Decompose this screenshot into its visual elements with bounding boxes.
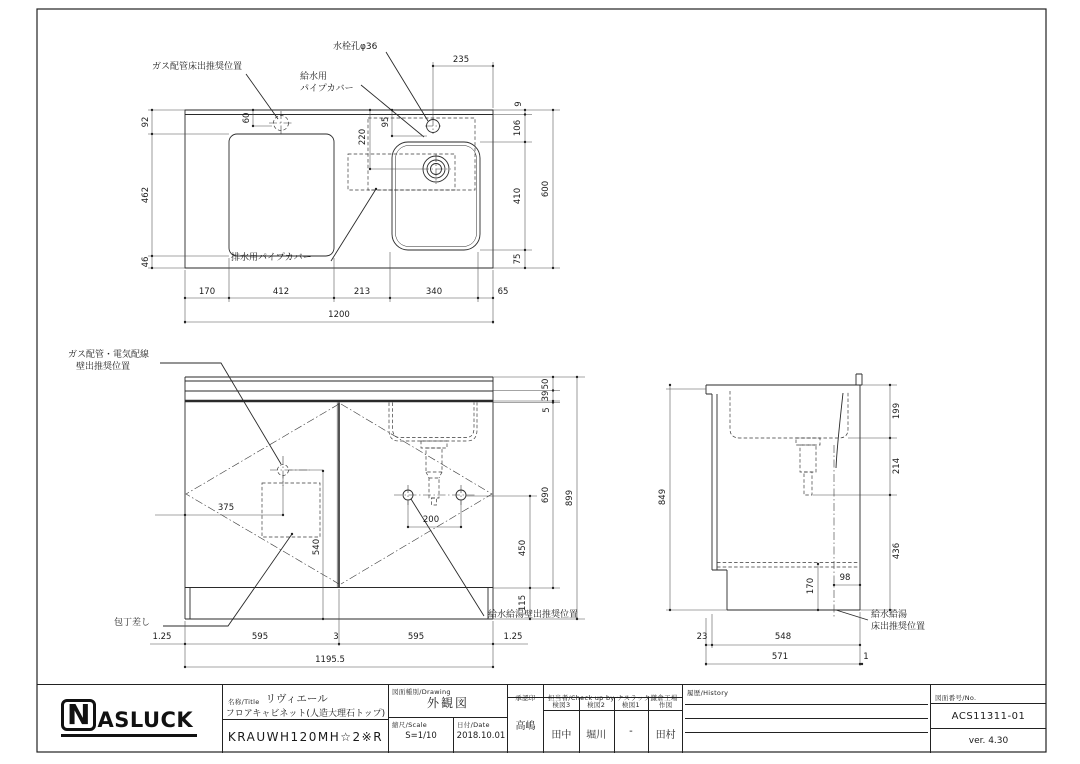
dim-1: 1 bbox=[863, 651, 869, 662]
label-supply-pipe-cover-1: 給水用 bbox=[300, 72, 328, 82]
drawing-type-label: 図面種別/Drawing bbox=[392, 688, 451, 696]
dim-23: 23 bbox=[696, 631, 708, 642]
dimension-lines bbox=[148, 62, 897, 668]
logo-letter-n: N bbox=[61, 699, 96, 731]
dim-213: 213 bbox=[353, 286, 371, 297]
dim-571: 571 bbox=[771, 651, 789, 662]
model-number: KRAUWH120MH☆2※R bbox=[227, 729, 384, 744]
dim-462: 462 bbox=[140, 186, 151, 204]
dim-edge-left: 1.25 bbox=[152, 631, 172, 642]
check-label: 担当者/Check up by ナスラック鎌倉工場 bbox=[548, 694, 678, 702]
dim-edge-right: 1.25 bbox=[503, 631, 523, 642]
draft-label: 作図 bbox=[658, 701, 673, 709]
number-label: 図面番号/No. bbox=[935, 694, 977, 702]
name-label: 名称/Title bbox=[228, 698, 260, 706]
label-supply-pipe-cover-2: パイプカバー bbox=[300, 84, 354, 94]
hidden-lines bbox=[262, 116, 858, 568]
check2-name: 堀川 bbox=[586, 730, 607, 741]
dim-436: 436 bbox=[891, 542, 902, 560]
check1-name: - bbox=[629, 726, 633, 737]
dim-200: 200 bbox=[422, 514, 440, 525]
dim-60: 60 bbox=[241, 112, 252, 124]
dim-849: 849 bbox=[657, 488, 668, 506]
dim-9: 9 bbox=[513, 101, 524, 107]
label-faucet-hole: 水栓孔φ36 bbox=[333, 42, 378, 52]
approval-label: 承認印 bbox=[515, 694, 536, 702]
dim-115: 115 bbox=[517, 594, 528, 612]
dim-214: 214 bbox=[891, 457, 902, 475]
approval-name: 高嶋 bbox=[515, 721, 536, 732]
dim-220: 220 bbox=[357, 128, 368, 146]
dim-92: 92 bbox=[140, 116, 151, 128]
name-cell bbox=[222, 685, 388, 753]
dim-548: 548 bbox=[774, 631, 792, 642]
dim-410: 410 bbox=[512, 187, 523, 205]
dim-1200: 1200 bbox=[328, 309, 350, 320]
product-description: フロアキャビネット(人造大理石トップ) bbox=[223, 706, 388, 720]
draft-name: 田村 bbox=[655, 730, 676, 741]
drawing-number-cell bbox=[930, 685, 1046, 753]
dim-gap: 3 bbox=[333, 631, 339, 642]
dim-170: 170 bbox=[198, 286, 216, 297]
label-supply-wall-position: 給水給湯壁出推奨位置 bbox=[488, 610, 579, 620]
history-cell bbox=[682, 685, 930, 753]
dim-899: 899 bbox=[564, 489, 575, 507]
dim-450: 450 bbox=[517, 539, 528, 557]
dim-690: 690 bbox=[540, 486, 551, 504]
drawing-type-cell bbox=[388, 685, 507, 753]
drawing-type-value: 外観図 bbox=[426, 696, 469, 710]
check2-label: 検図2 bbox=[587, 701, 606, 709]
check3-name: 田中 bbox=[551, 730, 572, 741]
dim-375: 375 bbox=[217, 502, 235, 513]
label-gas-floor-position: ガス配管床出推奨位置 bbox=[152, 62, 243, 72]
history-label: 履歴/History bbox=[687, 689, 729, 697]
dim-65: 65 bbox=[497, 286, 509, 297]
dim-412: 412 bbox=[272, 286, 290, 297]
check-cell bbox=[543, 685, 682, 753]
logo-cell bbox=[37, 685, 222, 753]
dim-46: 46 bbox=[140, 256, 151, 268]
logo-text: ASLUCK bbox=[97, 707, 194, 732]
front-view-lines bbox=[160, 363, 493, 626]
check1-label: 検図1 bbox=[621, 701, 640, 709]
dim-95: 95 bbox=[380, 116, 391, 128]
center-lines bbox=[186, 111, 834, 618]
label-knife-holder: 包丁差し bbox=[114, 618, 151, 628]
scale-label: 縮尺/Scale bbox=[392, 721, 428, 729]
dim-5: 5 bbox=[541, 407, 552, 413]
drawing-version: ver. 4.30 bbox=[968, 736, 1009, 746]
dim-total-width: 1195.5 bbox=[315, 654, 345, 665]
dim-170-side: 170 bbox=[805, 577, 816, 595]
drawing-number: ACS11311-01 bbox=[931, 704, 1046, 729]
dim-106: 106 bbox=[512, 119, 523, 137]
title-block bbox=[37, 684, 1046, 752]
dim-600: 600 bbox=[540, 180, 551, 198]
label-drain-pipe-cover: 排水用パイプカバー bbox=[231, 253, 312, 263]
label-supply-floor-position-2: 床出推奨位置 bbox=[871, 622, 926, 632]
dim-199: 199 bbox=[891, 402, 902, 420]
dim-340: 340 bbox=[425, 286, 443, 297]
dim-door-right: 595 bbox=[407, 631, 425, 642]
product-series: リヴィエール bbox=[265, 693, 328, 705]
check3-label: 検図3 bbox=[552, 701, 571, 709]
dim-540: 540 bbox=[311, 538, 322, 556]
date-label: 日付/Date bbox=[457, 721, 490, 729]
dim-50: 50 bbox=[540, 378, 551, 390]
approval-cell bbox=[507, 685, 543, 753]
label-gas-wall-position-2: 壁出推奨位置 bbox=[76, 362, 131, 372]
dim-door-left: 595 bbox=[251, 631, 269, 642]
dim-75: 75 bbox=[512, 253, 523, 265]
dim-98: 98 bbox=[839, 572, 851, 583]
dim-235: 235 bbox=[452, 54, 470, 65]
label-supply-floor-position-1: 給水給湯 bbox=[871, 610, 908, 620]
date-value: 2018.10.01 bbox=[456, 731, 506, 741]
label-gas-wall-position-1: ガス配管・電気配線 bbox=[68, 350, 150, 360]
dim-39: 39 bbox=[540, 390, 551, 402]
scale-value: S=1/10 bbox=[405, 731, 437, 741]
company-logo bbox=[61, 699, 197, 737]
